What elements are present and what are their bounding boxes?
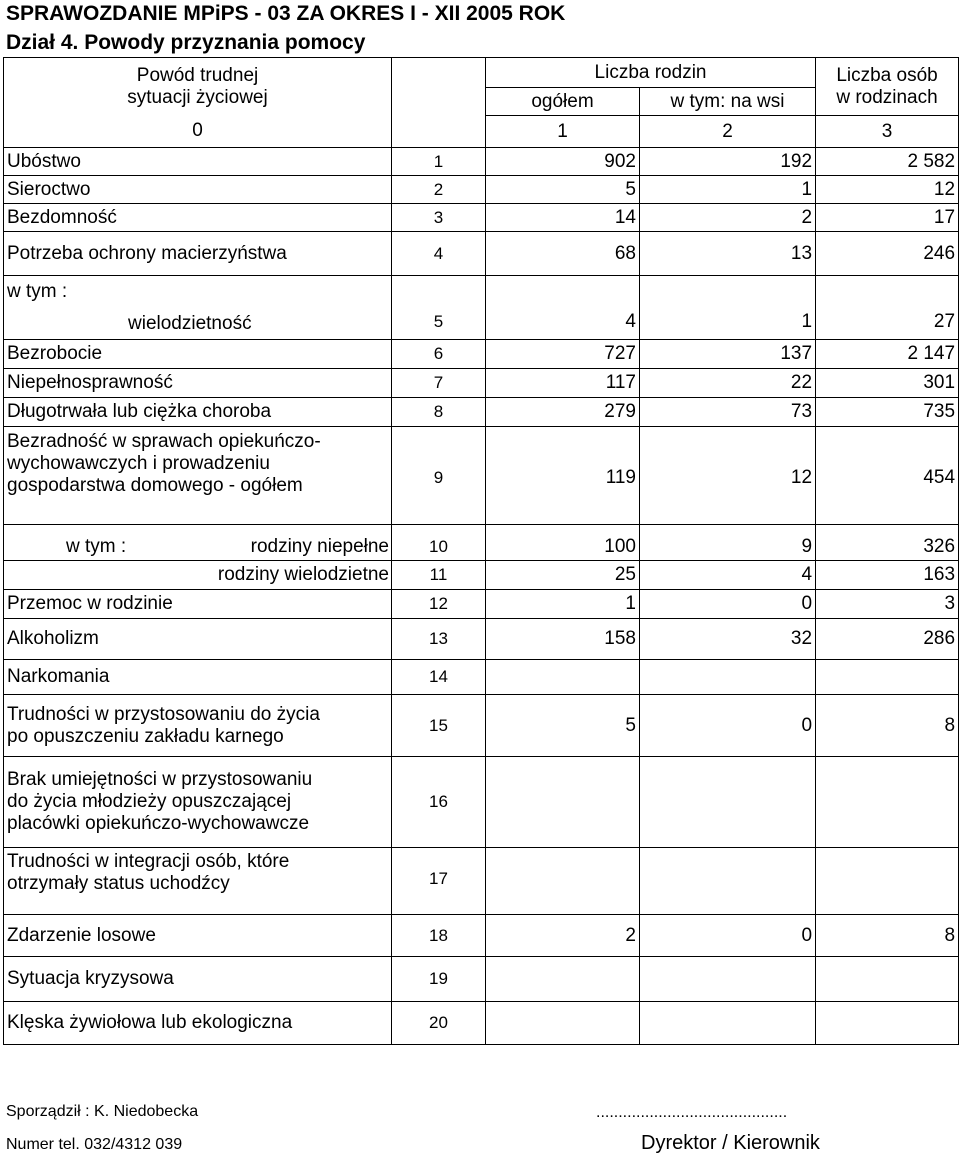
row-persons — [816, 957, 959, 1002]
row-total: 5 — [486, 695, 640, 757]
row-rural: 192 — [640, 148, 816, 176]
row-label — [4, 427, 392, 525]
row-label: Sieroctwo — [4, 176, 392, 204]
table-row — [4, 340, 959, 369]
row-total: 100 — [486, 525, 640, 561]
row-label — [4, 757, 392, 848]
header-blank — [392, 58, 486, 116]
header-col2: 2 — [640, 116, 816, 148]
row-rural: 1 — [640, 176, 816, 204]
table-row — [4, 915, 959, 957]
row-label-line: Brak umiejętności w przystosowaniu — [7, 769, 313, 790]
table-row — [4, 427, 959, 525]
row-label: Potrzeba ochrony macierzyństwa — [4, 232, 392, 276]
table-row — [4, 590, 959, 619]
row-total: 117 — [486, 369, 640, 398]
row-number: 11 — [392, 561, 486, 590]
row-number: 6 — [392, 340, 486, 369]
header-persons-line2: w rodzinach — [836, 86, 938, 108]
row-persons — [816, 660, 959, 695]
row-label: Zdarzenie losowe — [4, 915, 392, 957]
row-total — [486, 1002, 640, 1045]
table-row — [4, 757, 959, 848]
row-number: 8 — [392, 398, 486, 427]
table-row — [4, 369, 959, 398]
row-persons: 163 — [816, 561, 959, 590]
row-total: 2 — [486, 915, 640, 957]
row-number: 5 — [392, 276, 486, 340]
row-number: 1 — [392, 148, 486, 176]
row-rural — [640, 957, 816, 1002]
row-rural — [640, 660, 816, 695]
table-row — [4, 176, 959, 204]
row-rural: 0 — [640, 590, 816, 619]
row-rural: 9 — [640, 525, 816, 561]
table-row — [4, 660, 959, 695]
report-title: SPRAWOZDANIE MPiPS - 03 ZA OKRES I - XII 2005 ROK — [6, 2, 566, 25]
row-number: 4 — [392, 232, 486, 276]
row-rural: 137 — [640, 340, 816, 369]
row-persons: 3 — [816, 590, 959, 619]
header-col1: 1 — [486, 116, 640, 148]
row-persons: 286 — [816, 619, 959, 660]
row-label-prefix — [4, 561, 140, 590]
row-number: 17 — [392, 848, 486, 915]
row-persons — [816, 1002, 959, 1045]
row-total: 14 — [486, 204, 640, 232]
prepared-by: Sporządził : K. Niedobecka — [6, 1103, 199, 1120]
row-rural: 73 — [640, 398, 816, 427]
row-number: 18 — [392, 915, 486, 957]
row-rural — [640, 848, 816, 915]
header-col3: 3 — [816, 116, 959, 148]
row-total: 119 — [486, 427, 640, 525]
row-number: 16 — [392, 757, 486, 848]
row-total: 4 — [486, 276, 640, 340]
table-row — [4, 525, 959, 561]
row-label: Narkomania — [4, 660, 392, 695]
row-rural — [640, 757, 816, 848]
row-label-line: Trudności w integracji osób, które — [7, 851, 290, 872]
row-persons: 2 582 — [816, 148, 959, 176]
row-sublabel: rodziny wielodzietne — [140, 561, 392, 590]
row-number: 7 — [392, 369, 486, 398]
row-total — [486, 757, 640, 848]
table-row — [4, 695, 959, 757]
row-total: 68 — [486, 232, 640, 276]
header-col0: 0 — [4, 116, 392, 148]
row-label — [4, 695, 392, 757]
row-label-line: Trudności w przystosowaniu do życia — [7, 703, 320, 725]
header-total: ogółem — [486, 88, 640, 116]
row-label-line: placówki opiekuńczo-wychowawcze — [7, 813, 310, 834]
row-number: 10 — [392, 525, 486, 561]
row-persons: 2 147 — [816, 340, 959, 369]
header-rural: w tym: na wsi — [640, 88, 816, 116]
row-label: Długotrwała lub ciężka choroba — [4, 398, 392, 427]
table-row — [4, 232, 959, 276]
row-label: Bezrobocie — [4, 340, 392, 369]
row-rural: 0 — [640, 695, 816, 757]
row-label: Przemoc w rodzinie — [4, 590, 392, 619]
row-rural: 12 — [640, 427, 816, 525]
row-persons: 12 — [816, 176, 959, 204]
row-label — [4, 276, 392, 340]
phone-number: Numer tel. 032/4312 039 — [6, 1136, 183, 1153]
table-row — [4, 957, 959, 1002]
row-label: Sytuacja kryzysowa — [4, 957, 392, 1002]
aid-reasons-table — [3, 57, 959, 1045]
signature-role: Dyrektor / Kierownik — [641, 1132, 820, 1154]
row-persons: 326 — [816, 525, 959, 561]
table-row — [4, 276, 959, 340]
row-label-line: Bezradność w sprawach opiekuńczo- — [7, 431, 321, 452]
row-total — [486, 848, 640, 915]
header-reason-line1: Powód trudnej — [136, 64, 259, 86]
row-number: 19 — [392, 957, 486, 1002]
row-persons: 17 — [816, 204, 959, 232]
row-number: 2 — [392, 176, 486, 204]
row-rural: 22 — [640, 369, 816, 398]
header-reason-line2: sytuacji życiowej — [127, 86, 268, 108]
row-rural: 32 — [640, 619, 816, 660]
row-label-prefix: w tym : — [7, 281, 68, 302]
header-col-blank — [392, 116, 486, 148]
header-persons-line1: Liczba osób — [836, 64, 938, 86]
row-persons — [816, 757, 959, 848]
table-row — [4, 148, 959, 176]
row-number: 13 — [392, 619, 486, 660]
row-number: 12 — [392, 590, 486, 619]
row-label: Alkoholizm — [4, 619, 392, 660]
row-persons — [816, 848, 959, 915]
signature-line: ........................................... — [596, 1104, 788, 1121]
row-persons: 8 — [816, 915, 959, 957]
row-persons: 735 — [816, 398, 959, 427]
row-persons: 27 — [816, 276, 959, 340]
row-label: Ubóstwo — [4, 148, 392, 176]
row-total: 279 — [486, 398, 640, 427]
row-label: Klęska żywiołowa lub ekologiczna — [4, 1002, 392, 1045]
section-title: Dział 4. Powody przyznania pomocy — [6, 31, 366, 54]
row-label: Niepełnosprawność — [4, 369, 392, 398]
header-reason — [4, 58, 392, 116]
row-rural: 1 — [640, 276, 816, 340]
row-total: 5 — [486, 176, 640, 204]
row-rural — [640, 1002, 816, 1045]
row-label-line: po opuszczeniu zakładu karnego — [7, 725, 284, 747]
row-total: 25 — [486, 561, 640, 590]
row-label-line: do życia młodzieży opuszczającej — [7, 791, 292, 812]
row-total: 902 — [486, 148, 640, 176]
table-row — [4, 561, 959, 590]
row-persons: 301 — [816, 369, 959, 398]
row-label: Bezdomność — [4, 204, 392, 232]
table-row — [4, 1002, 959, 1045]
row-total: 1 — [486, 590, 640, 619]
row-persons: 246 — [816, 232, 959, 276]
row-sublabel: wielodzietność — [128, 313, 252, 334]
table-row — [4, 204, 959, 232]
table-row — [4, 619, 959, 660]
row-rural: 4 — [640, 561, 816, 590]
row-rural: 13 — [640, 232, 816, 276]
row-persons: 454 — [816, 427, 959, 525]
row-number: 14 — [392, 660, 486, 695]
row-number: 9 — [392, 427, 486, 525]
row-rural: 0 — [640, 915, 816, 957]
row-label-line: gospodarstwa domowego - ogółem — [7, 475, 303, 496]
row-number: 15 — [392, 695, 486, 757]
row-total: 158 — [486, 619, 640, 660]
row-label-line: wychowawczych i prowadzeniu — [7, 453, 270, 474]
table-row — [4, 848, 959, 915]
row-number: 20 — [392, 1002, 486, 1045]
row-sublabel: rodziny niepełne — [140, 525, 392, 561]
row-total — [486, 957, 640, 1002]
row-number: 3 — [392, 204, 486, 232]
row-rural: 2 — [640, 204, 816, 232]
row-label — [4, 848, 392, 915]
row-label-line: otrzymały status uchodźcy — [7, 873, 230, 894]
header-persons — [816, 58, 959, 116]
row-persons: 8 — [816, 695, 959, 757]
header-families: Liczba rodzin — [486, 58, 816, 88]
row-label-prefix: w tym : — [4, 525, 140, 561]
row-total: 727 — [486, 340, 640, 369]
table-row — [4, 398, 959, 427]
row-total — [486, 660, 640, 695]
